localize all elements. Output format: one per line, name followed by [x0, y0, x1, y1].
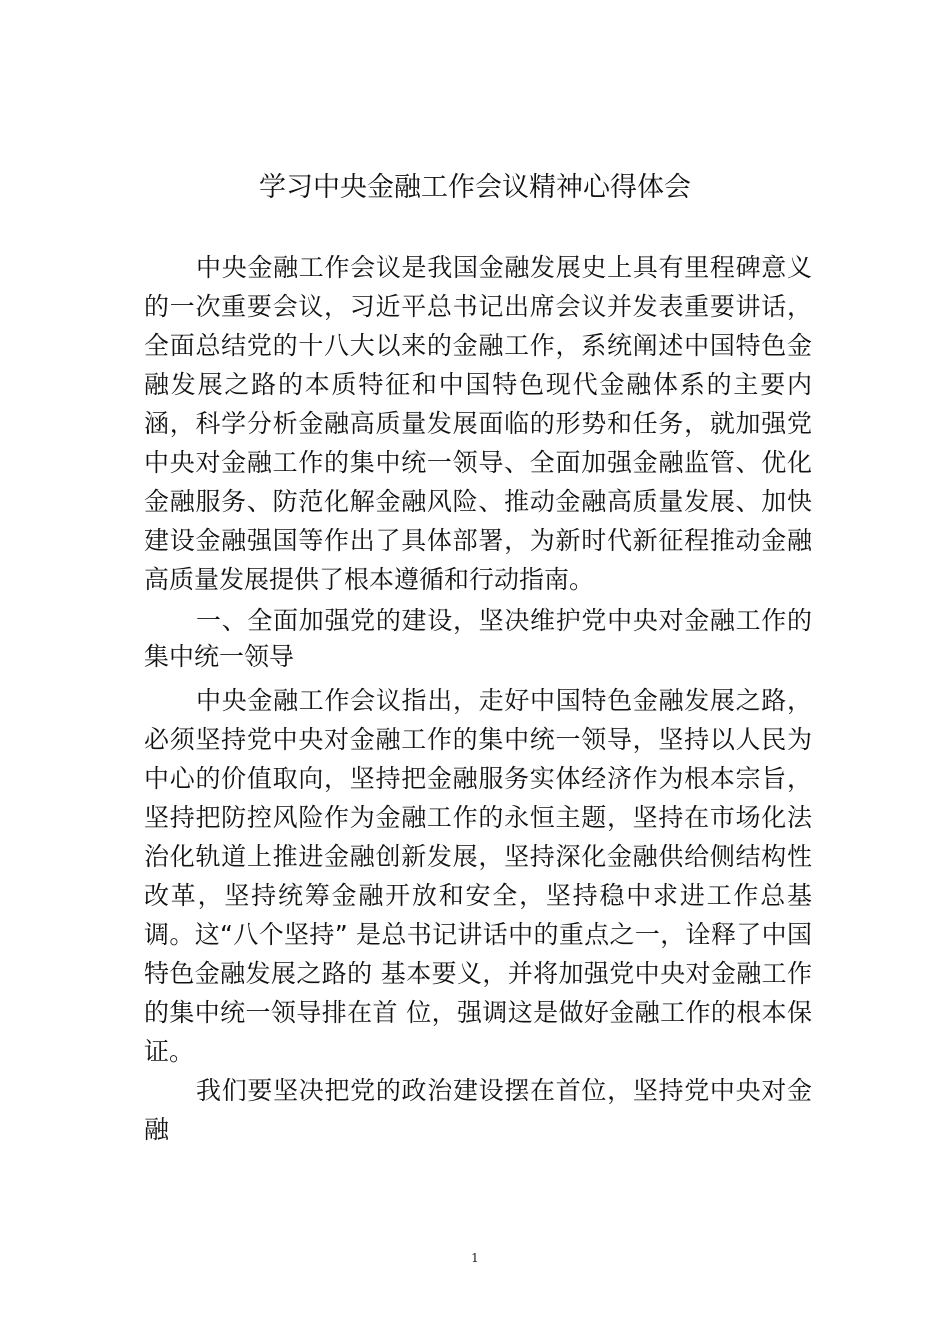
body-paragraph-continued: 我们要坚决把党的政治建设摆在首位，坚持党中央对金融: [144, 1076, 812, 1144]
document-body: [144, 248, 812, 1149]
page-number: 1: [471, 1251, 479, 1265]
body-paragraph-section-1: 中央金融工作会议指出，走好中国特色金融发展之路，必须坚持党中央对金融工作的集中统一领导，坚持以人民为中心的价值取向，坚持把金融服务实体经济作为根本宗旨，坚持把防控风险作为金融工作的永恒主题，坚持在市场化法治化轨道上推进金融创新发展，坚持深化金融供给侧结构性改革，坚持统筹金融开放和安全，坚持稳中求进工作总基调。这“八个坚持” 是总书记讲话中的重点之一，诠释了中国特色金融发展之路的 基本要义，并将加强党中央对金融工作的集中统一领导排在首 位，强调这是做好金融工作的根本保证。: [144, 686, 812, 1066]
document-title: 学习中央金融工作会议精神心得体会: [259, 172, 691, 203]
body-paragraph-intro: 中央金融工作会议是我国金融发展史上具有里程碑意义的一次重要会议，习近平总书记出席会议并发表重要讲话，全面总结党的十八大以来的金融工作，系统阐述中国特色金融发展之路的本质特征和中国特色现代金融体系的主要内涵，科学分析金融高质量发展面临的形势和任务，就加强党中央对金融工作的集中统一领导、全面加强金融监管、优化金融服务、防范化解金融风险、推动金融高质量发展、加快建设金融强国等作出了具体部署，为新时代新征程推动金融高质量发展提供了根本遵循和行动指南。: [144, 253, 812, 594]
section-heading-1: 一、全面加强党的建设，坚决维护党中央对金融工作的集中统一领导: [144, 606, 812, 671]
